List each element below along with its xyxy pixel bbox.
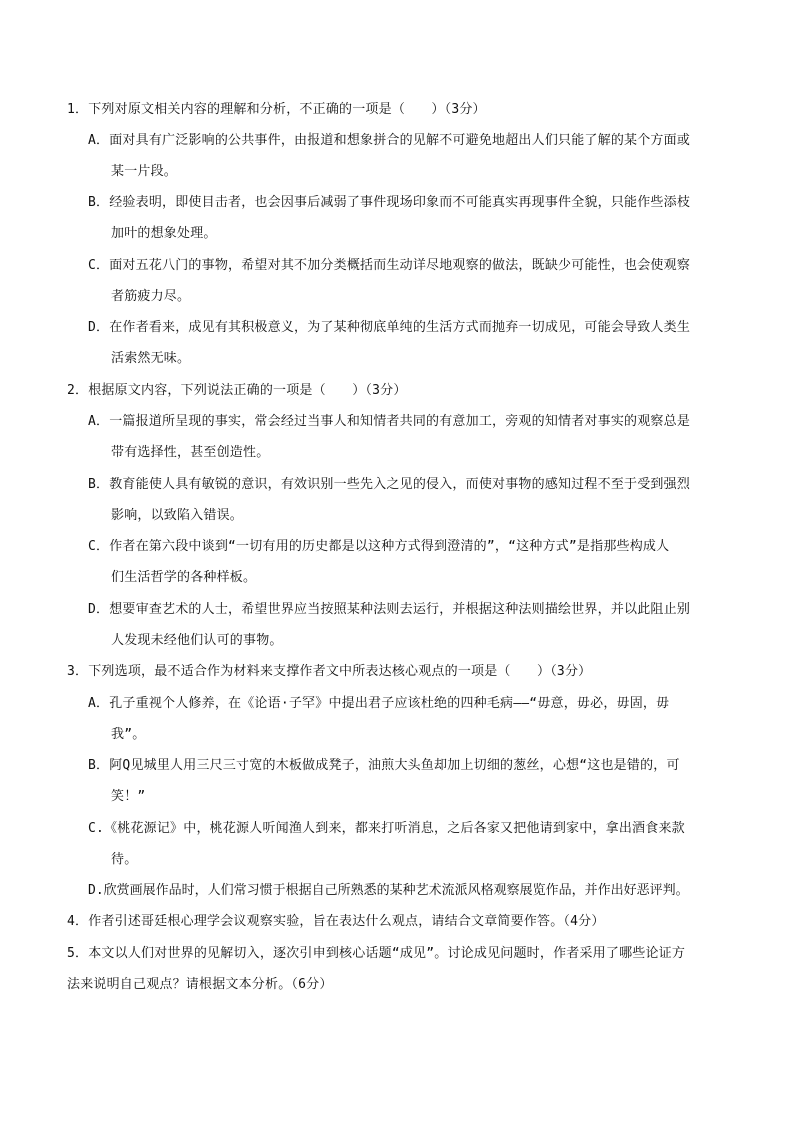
question-5-stem: 5．本文以人们对世界的见解切入，逐次引申到核心话题“成见”。讨论成见问题时，作者采用了哪些论证方: [67, 946, 686, 961]
q2-option-b-line2: 影响，以致陷入错误。: [111, 508, 244, 523]
q3-option-b-line1: B．阿Q见城里人用三尺三寸宽的木板做成凳子，油煎大头鱼却加上切细的葱丝，心想“这也是错的，可: [88, 758, 680, 773]
q2-option-b-line1: B．教育能使人具有敏锐的意识，有效识别一些先入之见的侵入，而使对事物的感知过程不至于受到强烈: [88, 477, 691, 492]
q1-option-a-line2: 某一片段。: [111, 164, 178, 179]
question-2-stem: 2．根据原文内容，下列说法正确的一项是（ ）（3分）: [67, 383, 407, 398]
q1-option-c-line1: C．面对五花八门的事物，希望对其不加分类概括而生动详尽地观察的做法，既缺少可能性，也会使观察: [88, 258, 691, 273]
q1-option-d-line1: D．在作者看来，成见有其积极意义，为了某种彻底单纯的生活方式而抛弃一切成见，可能会导致人类生: [88, 320, 691, 335]
q1-option-d-line2: 活索然无味。: [111, 351, 191, 366]
q2-option-c-line1: C．作者在第六段中谈到“一切有用的历史都是以这种方式得到澄清的”，“这种方式”是指那些构成人: [88, 539, 670, 554]
q2-option-c-line2: 们生活哲学的各种样板。: [111, 570, 257, 585]
q2-option-a-line2: 带有选择性，甚至创造性。: [111, 445, 270, 460]
q2-option-d-line2: 人发现未经他们认可的事物。: [111, 633, 283, 648]
question-3-stem: 3．下列选项，最不适合作为材料来支撑作者文中所表达核心观点的一项是（ ）（3分）: [67, 664, 592, 679]
q3-option-b-line2: 笑！”: [111, 789, 146, 804]
q1-option-b-line2: 加叶的想象处理。: [111, 226, 217, 241]
q2-option-d-line1: D．想要审查艺术的人士，希望世界应当按照某种法则去运行，并根据这种法则描绘世界，并以此阻止别: [88, 602, 691, 617]
q3-option-c-line1: C.《桃花源记》中，桃花源人听闻渔人到来，都来打听消息，之后各家又把他请到家中，拿出酒食来款: [88, 821, 685, 836]
question-5-stem-cont: 法来说明自己观点？请根据文本分析。（6分）: [67, 977, 333, 992]
q3-option-d-line1: D.欣赏画展作品时，人们常习惯于根据自己所熟悉的某种艺术流派风格观察展览作品，并作出好恶评判。: [88, 883, 689, 898]
question-1-stem: 1．下列对原文相关内容的理解和分析，不正确的一项是（ ）（3分）: [67, 102, 486, 117]
q2-option-a-line1: A．一篇报道所呈现的事实，常会经过当事人和知情者共同的有意加工，旁观的知情者对事实的观察总是: [88, 414, 691, 429]
q1-option-a-line1: A．面对具有广泛影响的公共事件，由报道和想象拼合的见解不可避免地超出人们只能了解的某个方面或: [88, 133, 691, 148]
q3-option-a-line1: A．孔子重视个人修养，在《论语·子罕》中提出君子应该杜绝的四种毛病——“毋意，毋必，毋固，毋: [88, 696, 670, 711]
q1-option-c-line2: 者筋疲力尽。: [111, 289, 191, 304]
question-4-stem: 4．作者引述哥廷根心理学会议观察实验，旨在表达什么观点，请结合文章简要作答。（4分）: [67, 914, 605, 929]
q3-option-a-line2: 我”。: [111, 727, 146, 742]
q3-option-c-line2: 待。: [111, 852, 138, 867]
q1-option-b-line1: B．经验表明，即使目击者，也会因事后减弱了事件现场印象而不可能真实再现事件全貌，只能作些添枝: [88, 195, 691, 210]
